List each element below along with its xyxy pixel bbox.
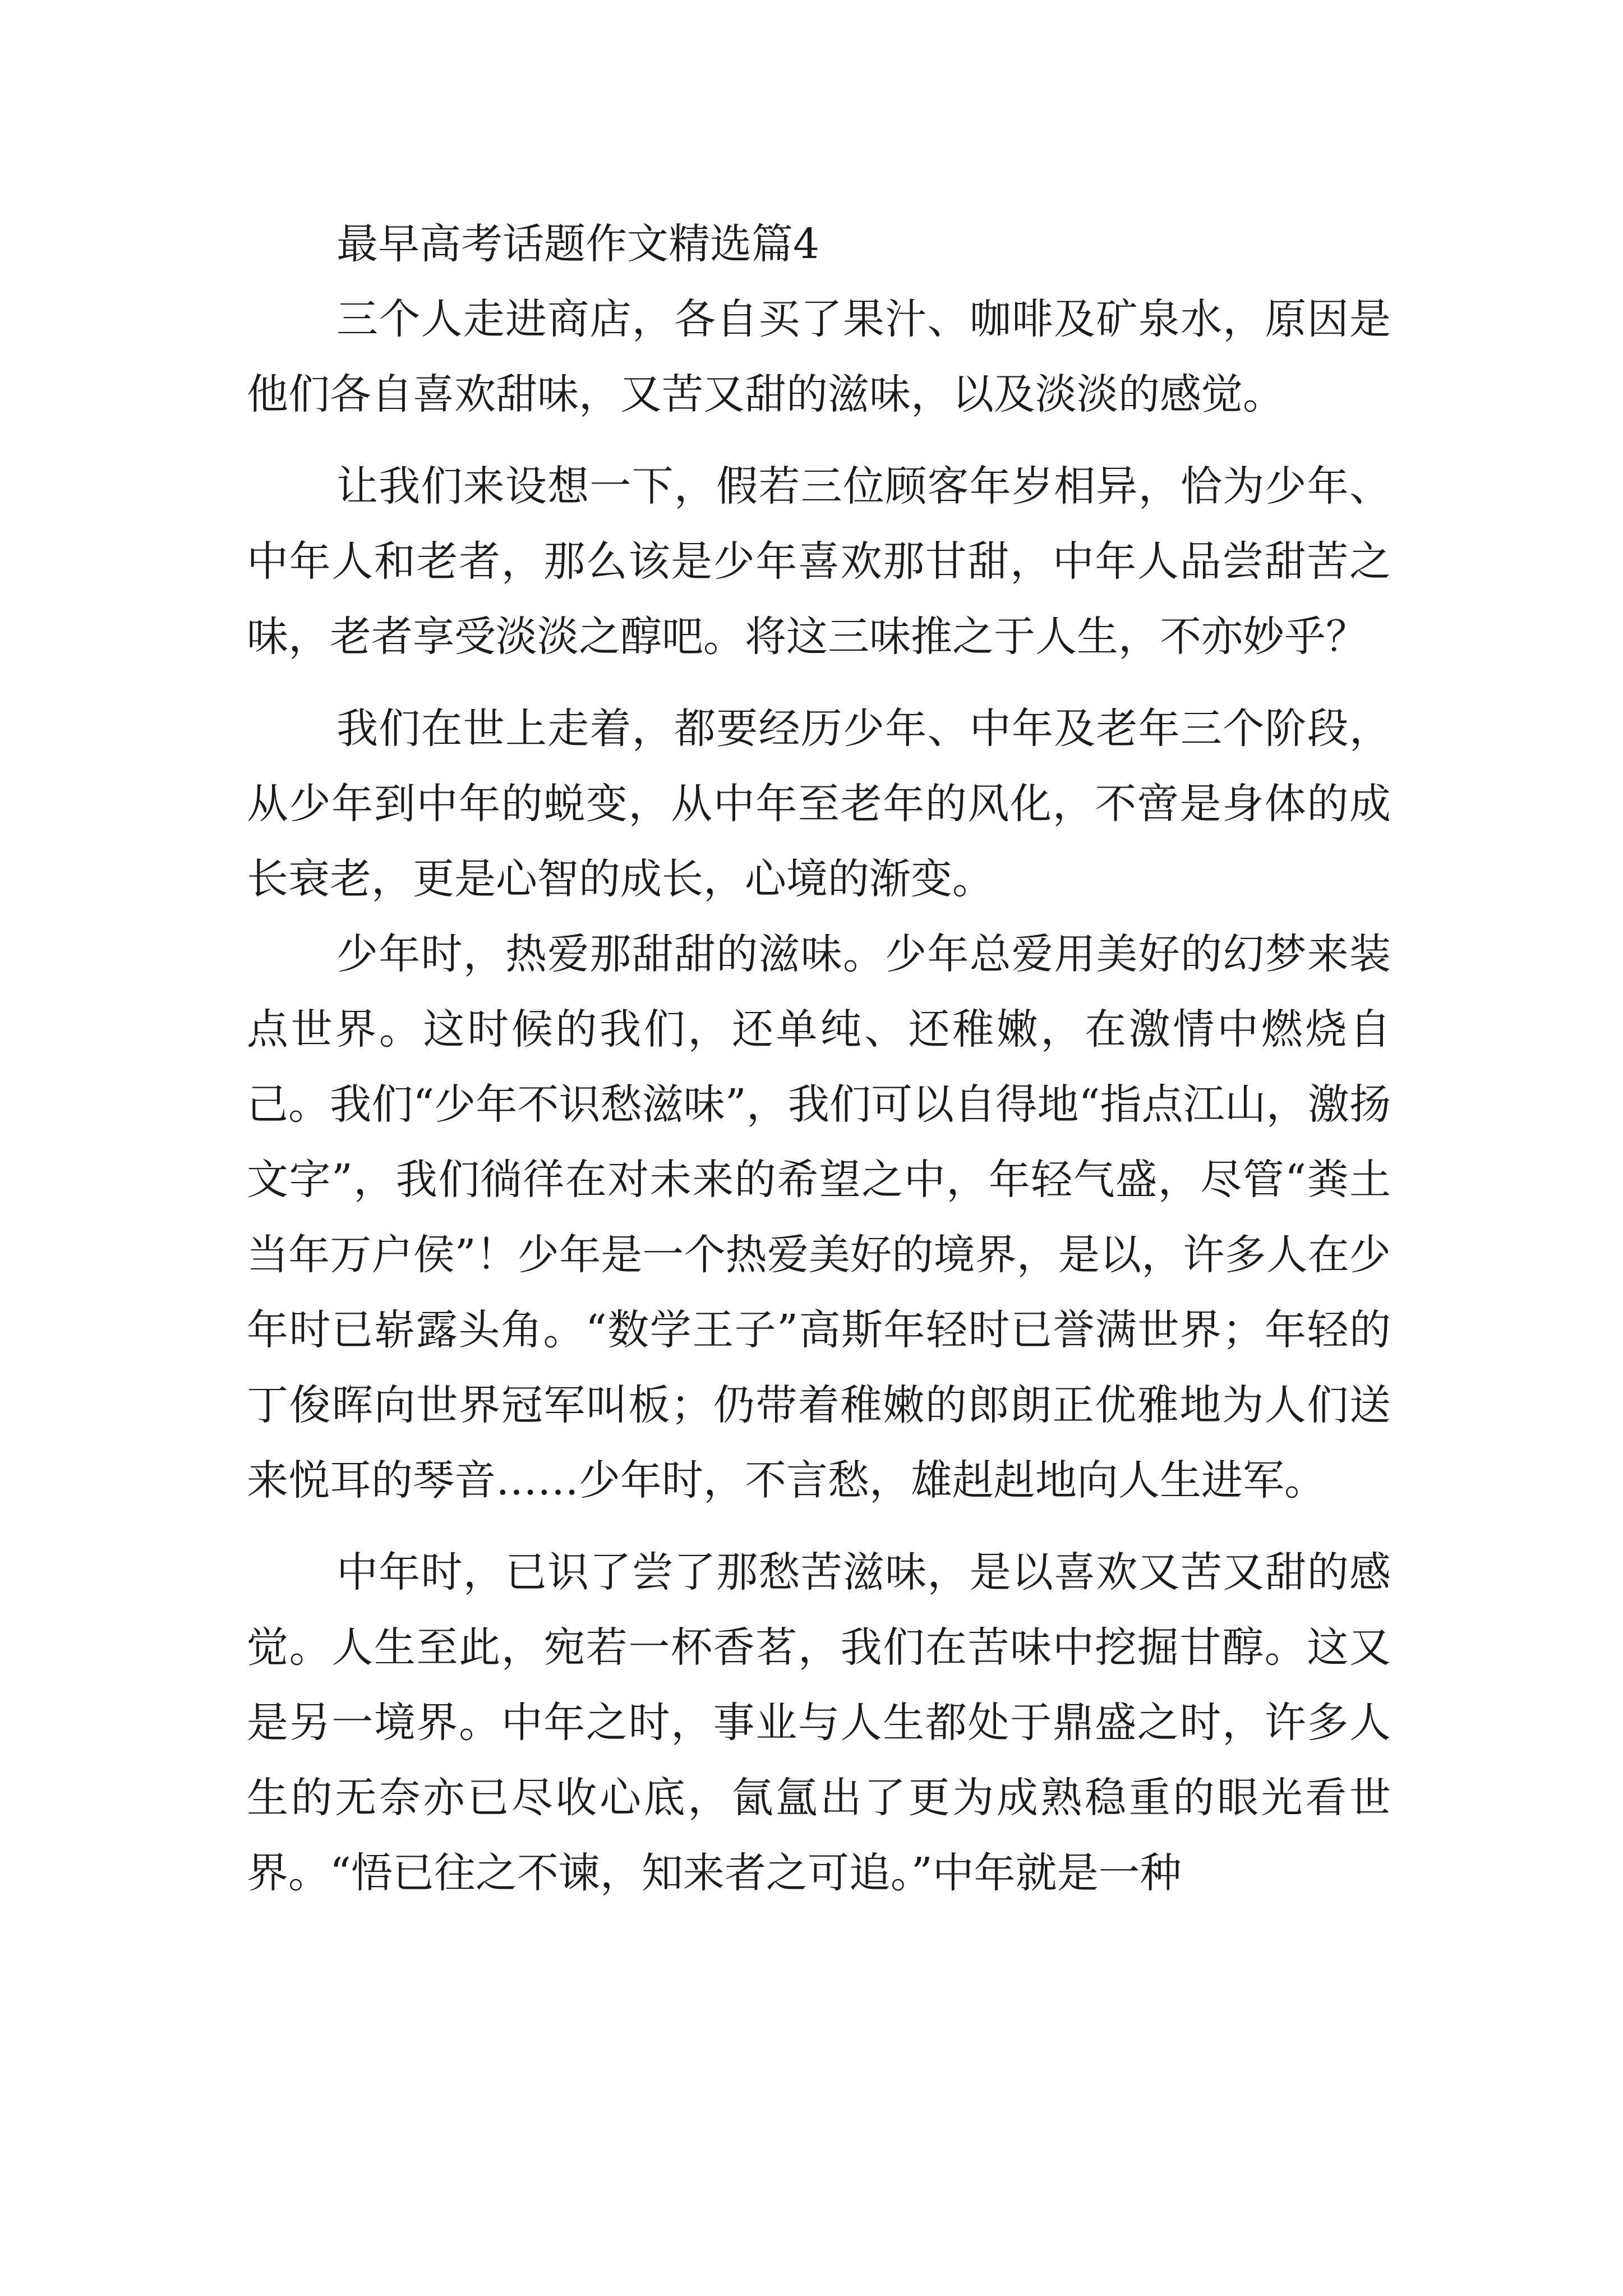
paragraph-1: 三个人走进商店，各自买了果汁、咖啡及矿泉水，原因是他们各自喜欢甜味，又苦又甜的滋味，以及淡淡的感觉。 [247, 295, 1391, 418]
paragraph-4: 少年时，热爱那甜甜的滋味。少年总爱用美好的幻梦来装点世界。这时候的我们，还单纯、还稚嫩，在激情中燃烧自己。我们“少年不识愁滋味”，我们可以自得地“指点江山，激扬文字”，我们徜徉在对未来的希望之中，年轻气盛，尽管“粪土当年万户侯”！少年是一个热爱美好的境界，是以，许多人在少年时已崭露头角。“数学王子”高斯年轻时已誉满世界；年轻的丁俊晖向世界冠军叫板；仍带着稚嫩的郎朗正优雅地为人们送来悦耳的琴音……少年时，不言愁，雄赳赳地向人生进军。 [247, 930, 1391, 1504]
document-title: 最早高考话题作文精选篇4 [336, 220, 820, 268]
document-body [247, 206, 1391, 1911]
paragraph-5: 中年时，已识了尝了那愁苦滋味，是以喜欢又苦又甜的感觉。人生至此，宛若一杯香茗，我们在苦味中挖掘甘醇。这又是另一境界。中年之时，事业与人生都处于鼎盛之时，许多人生的无奈亦已尽收心底，氤氲出了更为成熟稳重的眼光看世界。“悟已往之不谏，知来者之可追。”中年就是一种 [247, 1548, 1391, 1897]
paragraph-3: 我们在世上走着，都要经历少年、中年及老年三个阶段，从少年到中年的蜕变，从中年至老年的风化，不啻是身体的成长衰老，更是心智的成长，心境的渐变。 [247, 705, 1391, 903]
paragraph-2: 让我们来设想一下，假若三位顾客年岁相异，恰为少年、中年人和老者，那么该是少年喜欢那甘甜，中年人品尝甜苦之味，老者享受淡淡之醇吧。将这三味推之于人生，不亦妙乎？ [247, 462, 1391, 661]
